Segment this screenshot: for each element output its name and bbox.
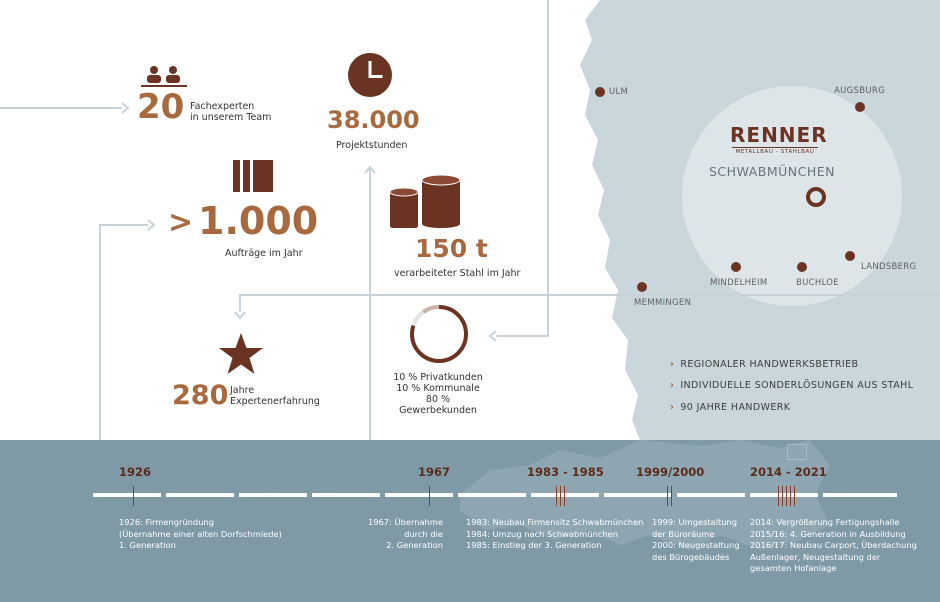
timeline-tick <box>671 486 672 506</box>
year-1999: 1999/2000 <box>636 465 705 479</box>
event-1983: 1983: Neubau Firmensitz Schwabmünchen 1984: Umzug nach Schwabmünchen 1985: Einstieg der 3. Generation <box>466 517 644 550</box>
experts-label-line2: in unserem Team <box>190 112 272 123</box>
event-1926: 1926: Firmengründung (Übernahme einer alten Dorfschmiede) 1. Generation <box>119 517 282 550</box>
dot-memmingen <box>637 282 647 292</box>
timeline-segment <box>531 493 599 497</box>
hours-label: Projektstunden <box>336 140 408 151</box>
experience-label-line1: Jahre <box>230 385 255 396</box>
donut-ring-icon <box>408 303 470 365</box>
timeline-tick <box>133 486 134 506</box>
experience-number: 280 <box>172 380 229 411</box>
logo-name: RENNER <box>730 123 828 147</box>
dot-buchloe <box>797 262 807 272</box>
timeline-tick <box>794 486 795 506</box>
experience-label <box>230 385 320 407</box>
timeline-segment <box>312 493 380 497</box>
place-memmingen: MEMMINGEN <box>634 298 692 308</box>
timeline-segment <box>823 493 897 497</box>
books-icon <box>233 160 273 192</box>
steel-label: verarbeiteter Stahl im Jahr <box>394 268 521 279</box>
timeline-tick <box>429 486 430 506</box>
experts-number: 20 <box>137 87 185 127</box>
timeline-segment <box>604 493 672 497</box>
place-landsberg: LANDSBERG <box>861 262 917 272</box>
bullet-item: › 90 JAHRE HANDWERK <box>670 402 791 413</box>
clock-icon <box>347 52 393 98</box>
timeline-tick <box>790 486 791 506</box>
year-1983: 1983 - 1985 <box>527 465 604 479</box>
timeline-segment <box>166 493 234 497</box>
event-1999: 1999: Umgestaltung der Büroräume 2000: Neugestaltung des Bürogebäudes <box>652 517 740 562</box>
place-buchloe: BUCHLOE <box>796 278 839 288</box>
experts-label <box>190 101 271 123</box>
timeline-segment <box>677 493 745 497</box>
clients-breakdown <box>388 372 488 416</box>
clients-commercial: 80 % Gewerbekunden <box>399 394 477 416</box>
steel-rolls-icon <box>389 174 461 228</box>
event-1967: 1967: Übernahme durch die 2. Generation <box>367 517 443 550</box>
steel-number: 150 t <box>415 234 488 263</box>
timeline-tick <box>556 486 557 506</box>
dot-augsburg <box>855 102 865 112</box>
dot-ulm <box>595 87 605 97</box>
timeline-segment <box>458 493 526 497</box>
orders-label: Aufträge im Jahr <box>225 248 303 259</box>
orders-prefix: > <box>168 205 194 240</box>
dot-landsberg <box>845 251 855 261</box>
logo <box>730 123 828 155</box>
place-ulm: ULM <box>609 87 629 97</box>
hours-number: 38.000 <box>327 106 420 134</box>
timeline-tick <box>667 486 668 506</box>
chevron-right-icon: › <box>670 359 675 370</box>
timeline-segment <box>385 493 453 497</box>
orders-number: 1.000 <box>198 199 319 243</box>
experts-label-line1: Fachexperten <box>190 101 255 112</box>
timeline-segment <box>239 493 307 497</box>
logo-tagline: METALLBAU - STAHLBAU <box>735 149 815 155</box>
bullet-item: › REGIONALER HANDWERKSBETRIEB <box>670 359 859 370</box>
year-2014: 2014 - 2021 <box>750 465 827 479</box>
timeline-segment <box>93 493 161 497</box>
timeline-tick <box>778 486 779 506</box>
timeline-tick <box>782 486 783 506</box>
timeline-connector-top <box>787 444 807 460</box>
clients-private: 10 % Privatkunden <box>393 372 483 383</box>
timeline-tick <box>786 486 787 506</box>
clients-public: 10 % Kommunale <box>396 383 480 394</box>
hq-circle <box>682 86 902 306</box>
experience-label-line2: Expertenerfahrung <box>230 396 320 407</box>
year-1926: 1926 <box>119 465 152 479</box>
chevron-right-icon: › <box>670 402 675 413</box>
timeline-tick <box>560 486 561 506</box>
chevron-right-icon: › <box>670 380 675 391</box>
year-1967: 1967 <box>418 465 451 479</box>
event-2014: 2014: Vergrößerung Fertigungshalle 2015/16: 4. Generation in Ausbildung 2016/17: Neubau Carport, Überdachung Außenlager, Neugestaltung der gesamten Hofanlage <box>750 517 917 573</box>
star-icon <box>218 332 264 376</box>
hq-marker <box>806 187 826 207</box>
place-mindelheim: MINDELHEIM <box>710 278 768 288</box>
dot-mindelheim <box>731 262 741 272</box>
timeline-segment <box>750 493 818 497</box>
timeline-tick <box>564 486 565 506</box>
bullet-item: › INDIVIDUELLE SONDERLÖSUNGEN AUS STAHL <box>670 380 914 391</box>
hq-label: SCHWABMÜNCHEN <box>709 164 836 179</box>
team-icon <box>140 64 188 88</box>
place-augsburg: AUGSBURG <box>834 86 885 96</box>
